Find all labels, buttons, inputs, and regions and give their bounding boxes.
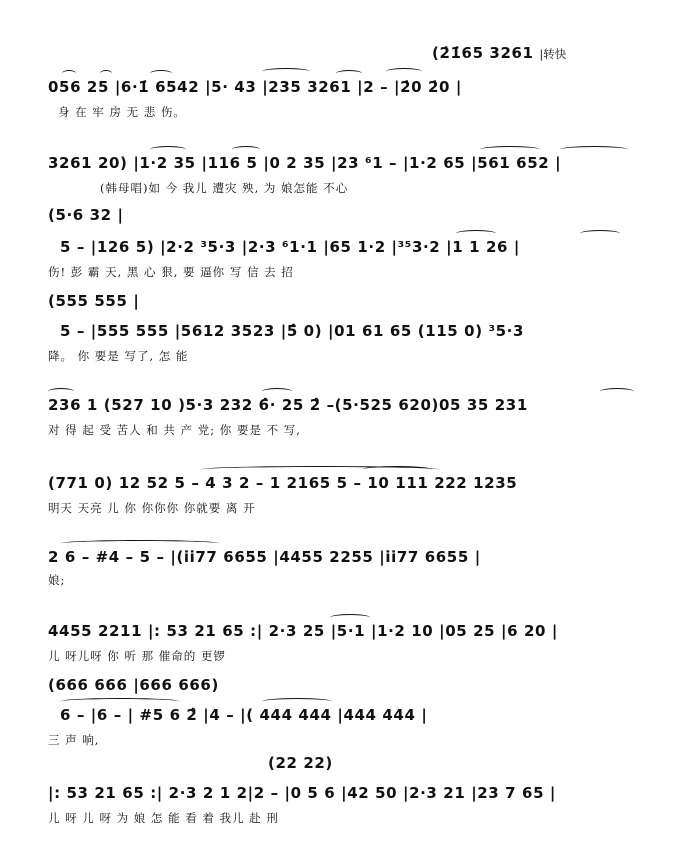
slur-arc [62,70,76,77]
slur-arc [232,146,260,153]
lyrics-line: 伤! 彭 霸 天, 黑 心 狠, 要 逼你 写 信 去 招 [48,265,294,279]
lyrics-line: 三 声 响, [48,733,100,747]
notation-line: 5 – |555 555 |5612 3523 |5̂ 0) |01 61 65 (115 0) ³5·3 [60,322,525,340]
slur-arc [600,388,634,395]
lyrics-line: 儿 呀儿呀 你 听 那 催命的 更锣 [48,649,226,663]
slur-arc [560,146,628,153]
notation-line: 056 25 |6·1̇ 6542 |5· 43 |235 3261 |2 – |2̇0 2̇0 | [48,78,462,96]
slur-arc [100,70,112,77]
slur-arc [150,70,172,77]
notation-line: |: 53 21 65 :| 2·3 2 1 2|2 – |0 5 6 |42 50 |2·3 21 |23 7 65 | [48,784,557,802]
slur-arc [60,698,180,705]
notation-line: 4455 2211 |: 53 21 65 :| 2·3 25 |5·1 |1·2 10 |05 25 |6 20 | [48,622,558,640]
slur-arc [480,146,540,153]
intro-line: (555 555 | [48,292,140,310]
notation-line: (771 0) 12 52 5 – 4 3 2 – 1 2165 5 – 10 111 222 1235 [48,474,518,492]
lyrics-line: 明天 天亮 儿 你 你你你 你就要 离 开 [48,501,256,515]
lyrics-line: 降。 你 要是 写了, 怎 能 [48,349,189,363]
intro-notes: (2̇1̇65 3261 [432,44,540,62]
lyrics-line: 儿 呀 儿 呀 为 娘 怎 能 看 着 我儿 赴 刑 [48,811,279,825]
system-1-intro [432,44,566,62]
notation-line: 3261 20) |1·2 35 |116 5 |0 2 35 |23 ⁶1 – |1·2 65 |561 652 | [48,154,562,172]
tempo-mark: |转快 [539,47,567,61]
intro-line: (5·6 32 | [48,206,124,224]
intro-line: (666 666 |666 666) [48,676,219,694]
notation-line: 6 – |6 – | #5 6 2̂ |4 – |( 444 444 |444 444 | [60,706,428,724]
slur-arc [48,388,74,395]
notation-line: 236 1 (527 10 )5·3 232 6̂· 25 2̂ –(5·525 620)05 35 231 [48,396,528,414]
slur-arc [330,614,370,621]
slur-arc [336,70,362,77]
slur-arc [262,68,310,75]
slur-arc [386,68,422,75]
slur-arc [150,146,186,153]
lyrics-line: 对 得 起 受 苦人 和 共 产 党; 你 要是 不 写, [48,423,301,437]
lyrics-line: 娘; [48,573,66,587]
slur-arc [580,230,620,237]
lyrics-line: 身 在 牢 房 无 悲 伤。 [58,105,186,119]
slur-arc [262,388,292,395]
slur-arc [456,230,496,237]
notation-line: 5 – |126 5) |2·2 ³5·3 |2·3 ⁶1·1 |65 1·2 |³⁵3·2 |1 1 26 | [60,238,520,256]
slur-arc [262,698,332,705]
intro-line: (22 22) [268,754,333,772]
notation-line: 2 6 – #4 – 5 – |(i̇i̇77 6655 |4455 2255 |i̇i̇77 6655 | [48,548,481,566]
slur-arc [60,540,220,547]
lyrics-line: (韩母唱)如 今 我儿 遭灾 殃, 为 娘怎能 不心 [100,181,349,195]
slur-arc [362,466,432,473]
